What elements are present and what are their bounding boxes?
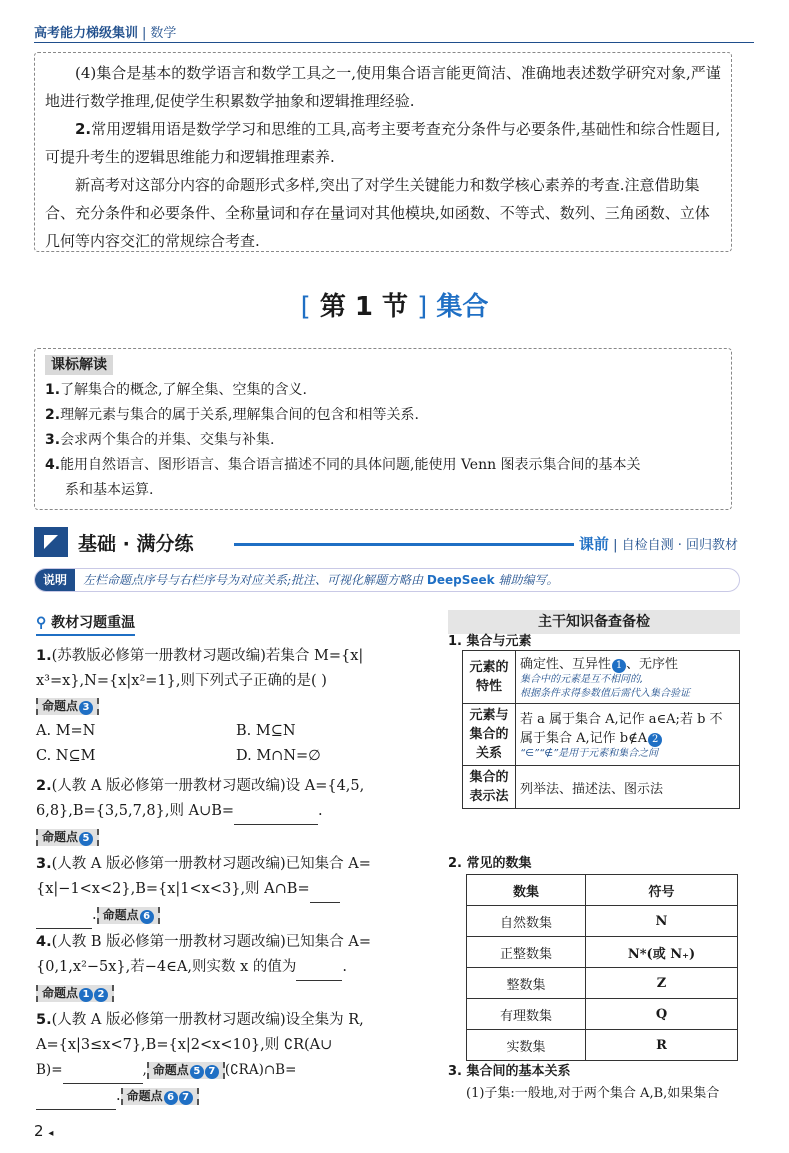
handwritten-note: 根据条件求得参数值后需代入集合验证: [520, 688, 690, 699]
topic-tag: [36, 829, 99, 846]
topic-number: 6: [164, 1091, 178, 1105]
question-text: (人教 A 版必修第一册教材习题改编)已知集合 A=: [51, 856, 371, 872]
curriculum-item-continued: 系和基本运算.: [65, 482, 154, 498]
column-header: 符号: [586, 875, 738, 906]
topic-number: 1: [79, 988, 93, 1002]
answer-blank[interactable]: [310, 877, 340, 903]
banner-rule: [234, 543, 574, 546]
topic-tag: [121, 1088, 199, 1105]
item-text: 会求两个集合的并集、交集与补集.: [60, 432, 275, 448]
table-row: [467, 937, 738, 968]
banner-right: [579, 533, 738, 554]
note-number: 1: [612, 659, 626, 673]
title-bracket-open: [: [300, 292, 311, 322]
page-arrow-icon: ◂: [48, 1128, 54, 1139]
note-number: 2: [648, 733, 662, 747]
question-2: [36, 774, 422, 850]
option-b: B. M⊆N: [236, 723, 296, 739]
option-a: A. M=N: [36, 723, 96, 739]
answer-blank[interactable]: [36, 1084, 116, 1110]
pin-icon: ⚲: [36, 615, 47, 631]
page-number: [34, 1122, 53, 1140]
topic-tag: [36, 698, 99, 715]
heading-set-relations: 3. 集合间的基本关系: [448, 1064, 571, 1079]
item-number: 1.: [45, 382, 61, 398]
topic-number: 5: [190, 1065, 204, 1079]
table-row: [467, 906, 738, 937]
intro-paragraph-2-text: 常用逻辑用语是数学学习和思维的工具,高考主要考查充分条件与必要条件,基础性和综合性题目,可提升考生的逻辑思维能力和逻辑推理素养.: [45, 120, 721, 166]
intro-box: [34, 52, 732, 252]
left-column-title-text: 教材习题重温: [51, 615, 136, 631]
topic-tag: [97, 907, 160, 924]
curriculum-item: [45, 453, 721, 478]
flag-icon: [34, 527, 68, 557]
question-number: 3.: [36, 856, 52, 872]
heading-sets-elements: 1. 集合与元素: [448, 634, 532, 649]
title-bracket-close: ]: [417, 292, 428, 322]
item-number: 3.: [45, 432, 61, 448]
question-text: (苏教版必修第一册教材习题改编)若集合 M={x|: [51, 648, 364, 664]
question-number: 5.: [36, 1012, 52, 1028]
row-key: 集合的表示法: [463, 766, 516, 809]
note-text: 左栏命题点序号与右栏序号为对应关系;批注、可视化解题方略由: [83, 573, 424, 587]
banner-separator: |: [613, 538, 618, 553]
header-separator: |: [142, 26, 147, 41]
table-row: [463, 704, 740, 766]
topic-number: 6: [140, 910, 154, 924]
set-name: 有理数集: [467, 999, 586, 1030]
row-value-text: 若 a 属于集合 A,记作 a∈A;若 b 不属于集合 A,记作 b∉A: [520, 712, 723, 746]
question-end: .: [342, 959, 347, 975]
set-name: 整数集: [467, 968, 586, 999]
question-4: [36, 930, 422, 1006]
item-text: 了解集合的概念,了解全集、空集的含义.: [60, 382, 307, 398]
note-label: 说明: [35, 569, 75, 591]
note-bar: [34, 568, 740, 592]
answer-options: [36, 719, 422, 769]
topic-tag-label: 命题点: [102, 908, 139, 922]
question-text: {0,1,x²−5x},若−4∈A,则实数 x 的值为: [36, 959, 297, 975]
question-3: [36, 852, 422, 929]
question-5: [36, 1008, 422, 1110]
question-text: (人教 A 版必修第一册教材习题改编)设全集为 R,: [51, 1012, 364, 1028]
question-number: 1.: [36, 648, 52, 664]
banner-tag: 课前: [578, 535, 609, 553]
curriculum-item: [45, 378, 721, 403]
question-number: 2.: [36, 778, 52, 794]
set-element-table: [462, 650, 740, 809]
set-name: 实数集: [467, 1030, 586, 1061]
row-value-text: 确定性、互异性: [520, 657, 612, 672]
topic-number: 3: [79, 701, 93, 715]
answer-blank[interactable]: [36, 903, 92, 929]
topic-tag-label: 命题点: [42, 830, 79, 844]
topic-tag: [36, 985, 114, 1002]
banner-subtitle: 自检自测 · 回归教材: [621, 538, 738, 553]
handwritten-note: 集合中的元素是互不相同的,: [520, 674, 644, 685]
handwritten-note: “∈”“∉”是用于元素和集合之间: [520, 748, 659, 759]
row-key: 元素与集合的关系: [463, 704, 516, 766]
table-row: [467, 1030, 738, 1061]
table-row: [467, 999, 738, 1030]
question-text: (人教 B 版必修第一册教材习题改编)已知集合 A=: [51, 934, 372, 950]
right-column-title: 主干知识备查备检: [448, 610, 740, 634]
question-text: (∁RA)∩B=: [224, 1062, 297, 1078]
practice-banner: [34, 527, 746, 557]
set-name: 自然数集: [467, 906, 586, 937]
question-text: {x|−1<x<2},B={x|1<x<3},则 A∩B=: [36, 881, 310, 897]
intro-paragraph-2-number: 2.: [75, 120, 92, 138]
answer-blank[interactable]: [234, 799, 318, 825]
table-header-row: [467, 875, 738, 906]
page-number-text: 2: [34, 1122, 44, 1140]
question-1: [36, 644, 422, 769]
curriculum-item: [45, 403, 721, 428]
subset-definition: (1)子集:一般地,对于两个集合 A,B,如果集合: [466, 1086, 720, 1101]
item-text: 理解元素与集合的属于关系,理解集合间的包含和相等关系.: [60, 407, 419, 423]
table-row: [463, 766, 740, 809]
set-name: 正整数集: [467, 937, 586, 968]
banner-title: 基础 · 满分练: [78, 533, 194, 555]
section-number: 第 1 节: [319, 292, 409, 322]
answer-blank[interactable]: [296, 955, 342, 981]
topic-tag: [147, 1062, 225, 1079]
table-row: [467, 968, 738, 999]
answer-blank[interactable]: [63, 1058, 143, 1084]
note-brand: DeepSeek: [426, 573, 495, 587]
item-number: 2.: [45, 407, 61, 423]
question-text: 6,8},B={3,5,7,8},则 A∪B=: [36, 803, 235, 819]
curriculum-box: [34, 348, 732, 510]
set-symbol: N: [586, 906, 738, 937]
topic-tag-label: 命题点: [42, 699, 79, 713]
topic-tag-label: 命题点: [152, 1063, 189, 1077]
row-value: [516, 704, 740, 766]
header-rule: [34, 42, 754, 43]
running-header: [34, 22, 176, 41]
option-d: D. M∩N=∅: [236, 748, 321, 764]
question-end: .: [318, 803, 323, 819]
question-end: .: [92, 907, 97, 923]
topic-number: 7: [205, 1065, 219, 1079]
section-title: [0, 286, 789, 323]
item-number: 4.: [45, 457, 61, 473]
column-header: 数集: [467, 875, 586, 906]
set-symbol: R: [586, 1030, 738, 1061]
intro-paragraph-2: [45, 115, 721, 171]
topic-number: 7: [179, 1091, 193, 1105]
set-symbol: Z: [586, 968, 738, 999]
topic-number: 2: [94, 988, 108, 1002]
topic-tag-label: 命题点: [126, 1089, 163, 1103]
question-text: (人教 A 版必修第一册教材习题改编)设 A={4,5,: [51, 778, 365, 794]
note-text-end: 辅助编写。: [498, 573, 559, 587]
row-value: [516, 651, 740, 704]
question-text: A={x|3≤x<7},B={x|2<x<10},则 ∁R(A∪: [36, 1037, 333, 1053]
row-value: 列举法、描述法、图示法: [516, 766, 740, 809]
section-name: 集合: [436, 292, 489, 322]
question-number: 4.: [36, 934, 52, 950]
question-text: x³=x},N={x|x²=1},则下列式子正确的是( ): [36, 673, 327, 689]
question-end: .: [116, 1088, 121, 1104]
intro-paragraph-1: (4)集合是基本的数学语言和数学工具之一,使用集合语言能更简洁、准确地表述数学研究对象,严谨地进行数学推理,促使学生积累数学抽象和逻辑推理经验.: [45, 64, 721, 110]
intro-paragraph-3: 新高考对这部分内容的命题形式多样,突出了对学生关键能力和数学核心素养的考查.注意借助集合、充分条件和必要条件、全称量词和存在量词对其他模块,如函数、不等式、数列、三角函数、立体几何等内容交汇的常规综合考查.: [45, 176, 710, 250]
curriculum-item: [45, 428, 721, 453]
heading-number-sets: 2. 常见的数集: [448, 856, 532, 871]
row-key: 元素的特性: [463, 651, 516, 704]
question-text: B)=: [36, 1062, 63, 1078]
question-text: ,: [142, 1062, 147, 1078]
topic-tag-label: 命题点: [42, 986, 79, 1000]
table-row: [463, 651, 740, 704]
subject-label: 数学: [150, 26, 177, 41]
option-c: C. N⊆M: [36, 748, 96, 764]
book-title: 高考能力梯级集训: [34, 26, 139, 41]
set-symbol: N*(或 N₊): [586, 937, 738, 968]
set-symbol: Q: [586, 999, 738, 1030]
row-value-text: 、无序性: [626, 657, 679, 672]
curriculum-tag: 课标解读: [45, 355, 113, 375]
left-column-title: [36, 612, 135, 636]
topic-number: 5: [79, 832, 93, 846]
number-set-table: [466, 874, 738, 1061]
item-text: 能用自然语言、图形语言、集合语言描述不同的具体问题,能使用 Venn 图表示集合间的基本关: [60, 457, 641, 473]
